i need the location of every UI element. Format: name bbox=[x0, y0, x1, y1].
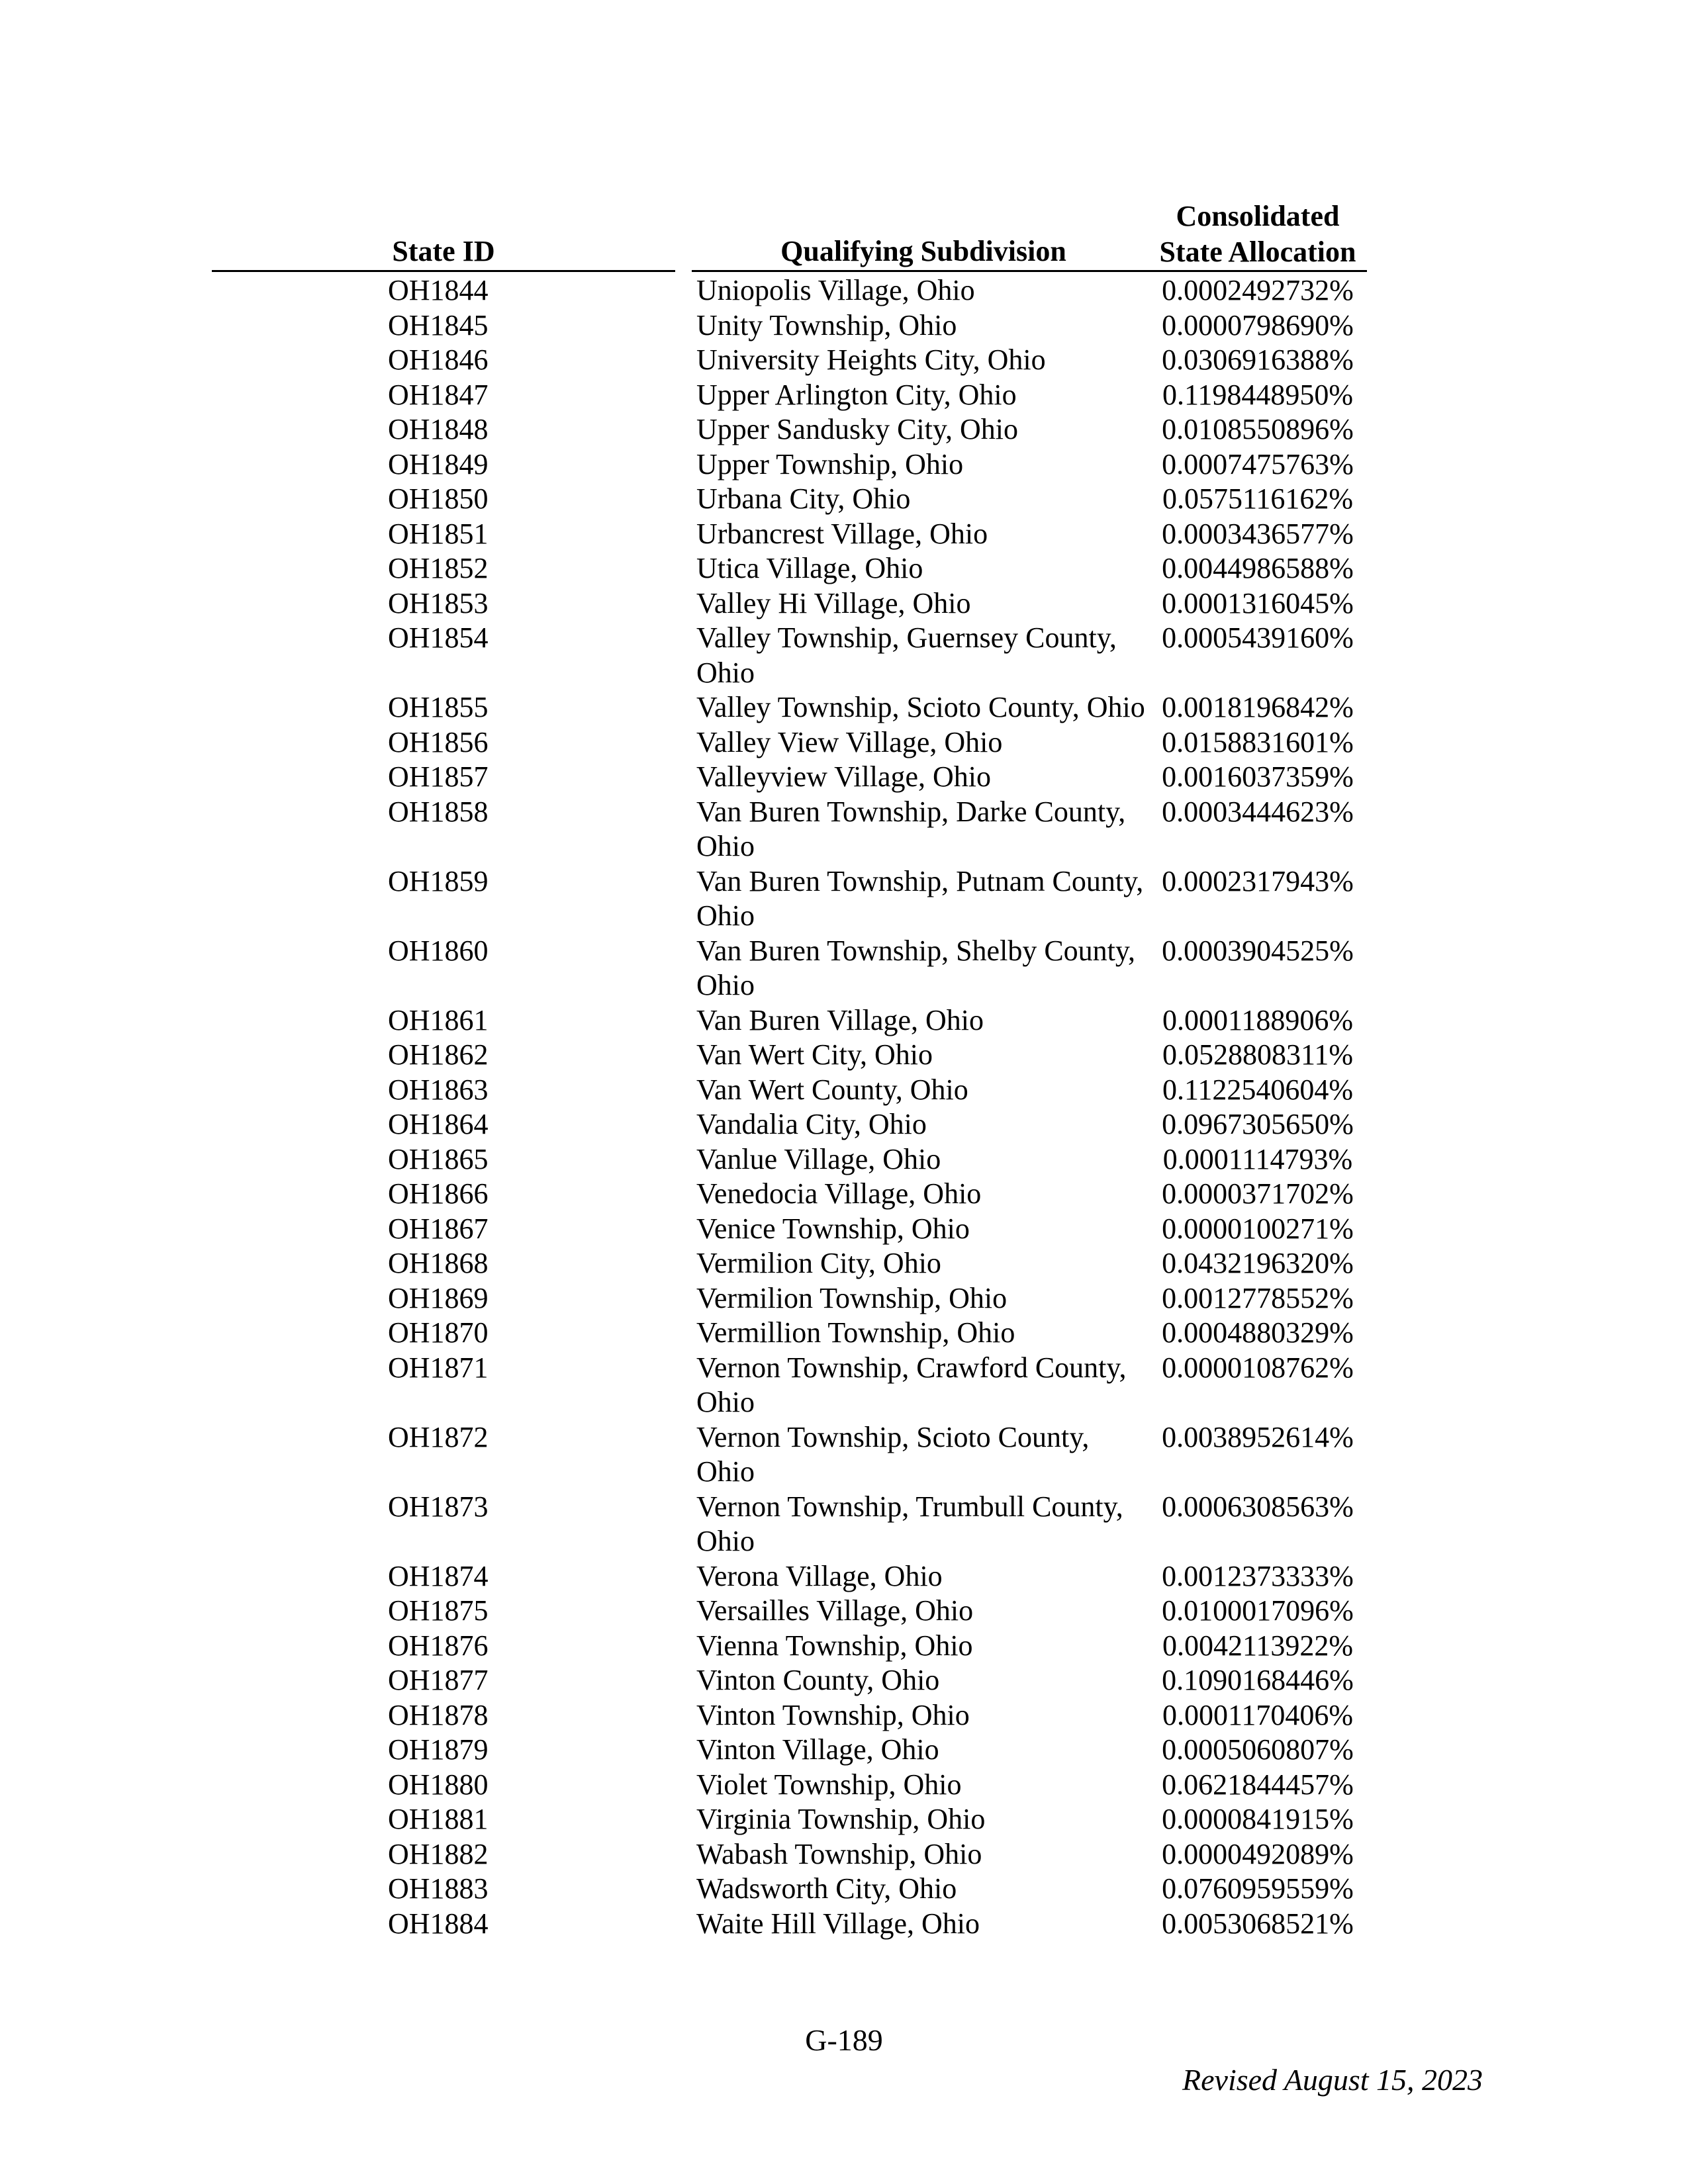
state-id-cell: OH1878 bbox=[388, 1698, 489, 1731]
subdivision-cell: Urbana City, Ohio bbox=[696, 482, 911, 515]
state-id-cell: OH1858 bbox=[388, 795, 489, 828]
table-row bbox=[0, 447, 1688, 482]
state-id-cell: OH1851 bbox=[388, 517, 489, 550]
subdivision-cell: Violet Township, Ohio bbox=[696, 1768, 962, 1801]
allocation-cell: 0.0000100271% bbox=[1162, 1212, 1354, 1245]
allocation-cell: 0.0003904525% bbox=[1162, 934, 1354, 967]
subdivision-cell: Van Wert City, Ohio bbox=[696, 1038, 933, 1071]
allocation-cell: 0.0002317943% bbox=[1162, 864, 1354, 897]
allocation-cell: 0.0001316045% bbox=[1162, 586, 1354, 619]
table-row bbox=[0, 1003, 1688, 1038]
state-id-cell: OH1875 bbox=[388, 1594, 489, 1627]
subdivision-cell: Waite Hill Village, Ohio bbox=[696, 1907, 980, 1940]
subdivision-cell: Venedocia Village, Ohio bbox=[696, 1177, 982, 1210]
table-row bbox=[0, 412, 1688, 447]
subdivision-cell: Vernon Township, Scioto County, Ohio bbox=[696, 1420, 1090, 1488]
subdivision-cell: Virginia Township, Ohio bbox=[696, 1803, 986, 1835]
state-id-cell: OH1868 bbox=[388, 1247, 489, 1279]
header-qualifying-subdivision: Qualifying Subdivision bbox=[780, 235, 1066, 267]
state-id-cell: OH1845 bbox=[388, 308, 489, 341]
subdivision-cell: University Heights City, Ohio bbox=[696, 343, 1046, 376]
allocation-cell: 0.0967305650% bbox=[1162, 1108, 1354, 1140]
subdivision-cell: Valley Hi Village, Ohio bbox=[696, 586, 971, 619]
allocation-cell: 0.0003444623% bbox=[1162, 795, 1354, 828]
table-row bbox=[0, 690, 1688, 725]
subdivision-cell: Upper Sandusky City, Ohio bbox=[696, 413, 1019, 445]
state-id-cell: OH1872 bbox=[388, 1420, 489, 1453]
subdivision-cell: Vermilion Township, Ohio bbox=[696, 1281, 1008, 1314]
subdivision-cell: Van Buren Township, Putnam County, Ohio bbox=[696, 864, 1144, 932]
state-id-cell: OH1880 bbox=[388, 1768, 489, 1801]
allocation-cell: 0.0575116162% bbox=[1162, 482, 1354, 515]
subdivision-cell: Upper Township, Ohio bbox=[696, 447, 964, 480]
table-row bbox=[0, 1142, 1688, 1177]
allocation-cell: 0.0005439160% bbox=[1162, 621, 1354, 654]
table-row bbox=[0, 1073, 1688, 1108]
allocation-cell: 0.0038952614% bbox=[1162, 1420, 1354, 1453]
subdivision-cell: Upper Arlington City, Ohio bbox=[696, 378, 1017, 411]
allocation-cell: 0.0016037359% bbox=[1162, 760, 1354, 793]
state-id-cell: OH1864 bbox=[388, 1108, 489, 1140]
state-id-cell: OH1881 bbox=[388, 1803, 489, 1835]
state-id-cell: OH1849 bbox=[388, 447, 489, 480]
table-row bbox=[0, 864, 1688, 934]
table-row bbox=[0, 1490, 1688, 1559]
table-row bbox=[0, 1281, 1688, 1316]
allocation-cell: 0.0004880329% bbox=[1162, 1316, 1354, 1349]
table-row bbox=[0, 795, 1688, 864]
state-id-cell: OH1869 bbox=[388, 1281, 489, 1314]
allocation-cell: 0.0000841915% bbox=[1162, 1803, 1354, 1835]
header-rule-subdivision bbox=[692, 270, 1155, 272]
header-rule-allocation bbox=[1149, 270, 1367, 272]
table-row bbox=[0, 1837, 1688, 1872]
allocation-cell: 0.0000798690% bbox=[1162, 308, 1354, 341]
state-id-cell: OH1855 bbox=[388, 691, 489, 723]
subdivision-cell: Vernon Township, Trumbull County, Ohio bbox=[696, 1490, 1123, 1557]
state-id-cell: OH1862 bbox=[388, 1038, 489, 1071]
allocation-cell: 0.0000371702% bbox=[1162, 1177, 1354, 1210]
subdivision-cell: Verona Village, Ohio bbox=[696, 1559, 943, 1592]
state-id-cell: OH1874 bbox=[388, 1559, 489, 1592]
allocation-cell: 0.0007475763% bbox=[1162, 447, 1354, 480]
allocation-cell: 0.0000108762% bbox=[1162, 1351, 1354, 1384]
header-allocation-line1: Consolidated bbox=[1176, 200, 1340, 232]
state-id-cell: OH1857 bbox=[388, 760, 489, 793]
state-id-cell: OH1848 bbox=[388, 413, 489, 445]
header-state-id: State ID bbox=[392, 235, 495, 267]
state-id-cell: OH1853 bbox=[388, 586, 489, 619]
state-id-cell: OH1844 bbox=[388, 274, 489, 306]
table-row bbox=[0, 1316, 1688, 1351]
allocation-cell: 0.0001188906% bbox=[1162, 1003, 1354, 1036]
subdivision-cell: Vinton County, Ohio bbox=[696, 1664, 940, 1696]
table-row bbox=[0, 621, 1688, 690]
subdivision-cell: Unity Township, Ohio bbox=[696, 308, 957, 341]
allocation-cell: 0.0002492732% bbox=[1162, 274, 1354, 306]
allocation-cell: 0.1198448950% bbox=[1162, 378, 1354, 411]
state-id-cell: OH1850 bbox=[388, 482, 489, 515]
state-id-cell: OH1867 bbox=[388, 1212, 489, 1245]
subdivision-cell: Venice Township, Ohio bbox=[696, 1212, 970, 1245]
table-row bbox=[0, 1768, 1688, 1803]
table-row bbox=[0, 482, 1688, 517]
allocation-cell: 0.0621844457% bbox=[1162, 1768, 1354, 1801]
allocation-cell: 0.0001114793% bbox=[1162, 1142, 1353, 1175]
subdivision-cell: Vermillion Township, Ohio bbox=[696, 1316, 1015, 1349]
allocation-table-body bbox=[0, 273, 1688, 1941]
table-row bbox=[0, 1698, 1688, 1733]
subdivision-cell: Vinton Village, Ohio bbox=[696, 1733, 939, 1766]
table-row bbox=[0, 1663, 1688, 1698]
table-row bbox=[0, 934, 1688, 1003]
table-row bbox=[0, 586, 1688, 621]
table-row bbox=[0, 1907, 1688, 1942]
table-row bbox=[0, 1038, 1688, 1073]
state-id-cell: OH1873 bbox=[388, 1490, 489, 1523]
table-row bbox=[0, 1629, 1688, 1664]
state-id-cell: OH1876 bbox=[388, 1629, 489, 1662]
table-row bbox=[0, 551, 1688, 586]
state-id-cell: OH1866 bbox=[388, 1177, 489, 1210]
page-number: G-189 bbox=[805, 2023, 883, 2057]
state-id-cell: OH1859 bbox=[388, 864, 489, 897]
allocation-cell: 0.0012778552% bbox=[1162, 1281, 1354, 1314]
state-id-cell: OH1852 bbox=[388, 552, 489, 584]
subdivision-cell: Valley View Village, Ohio bbox=[696, 725, 1003, 758]
subdivision-cell: Van Buren Township, Shelby County, Ohio bbox=[696, 934, 1136, 1001]
allocation-cell: 0.0018196842% bbox=[1162, 691, 1354, 723]
subdivision-cell: Vienna Township, Ohio bbox=[696, 1629, 973, 1662]
table-row bbox=[0, 760, 1688, 795]
allocation-cell: 0.0005060807% bbox=[1162, 1733, 1354, 1766]
table-row bbox=[0, 1559, 1688, 1594]
table-row bbox=[0, 1733, 1688, 1768]
subdivision-cell: Vandalia City, Ohio bbox=[696, 1108, 927, 1140]
subdivision-cell: Valley Township, Scioto County, Ohio bbox=[696, 691, 1145, 723]
table-row bbox=[0, 725, 1688, 760]
allocation-cell: 0.1122540604% bbox=[1162, 1073, 1354, 1106]
header-rule-state-id bbox=[212, 270, 675, 272]
allocation-cell: 0.0000492089% bbox=[1162, 1837, 1354, 1870]
table-row bbox=[0, 1212, 1688, 1247]
state-id-cell: OH1861 bbox=[388, 1003, 489, 1036]
subdivision-cell: Van Wert County, Ohio bbox=[696, 1073, 968, 1106]
subdivision-cell: Wabash Township, Ohio bbox=[696, 1837, 982, 1870]
allocation-cell: 0.0100017096% bbox=[1162, 1594, 1354, 1627]
subdivision-cell: Utica Village, Ohio bbox=[696, 552, 923, 584]
allocation-cell: 0.0053068521% bbox=[1162, 1907, 1354, 1940]
state-id-cell: OH1882 bbox=[388, 1837, 489, 1870]
subdivision-cell: Valleyview Village, Ohio bbox=[696, 760, 992, 793]
allocation-cell: 0.0001170406% bbox=[1162, 1698, 1354, 1731]
table-row bbox=[0, 273, 1688, 308]
table-row bbox=[0, 1246, 1688, 1281]
table-row bbox=[0, 517, 1688, 552]
state-id-cell: OH1879 bbox=[388, 1733, 489, 1766]
state-id-cell: OH1870 bbox=[388, 1316, 489, 1349]
allocation-cell: 0.0042113922% bbox=[1162, 1629, 1354, 1662]
subdivision-cell: Versailles Village, Ohio bbox=[696, 1594, 974, 1627]
subdivision-cell: Vernon Township, Crawford County, Ohio bbox=[696, 1351, 1127, 1418]
state-id-cell: OH1877 bbox=[388, 1664, 489, 1696]
subdivision-cell: Valley Township, Guernsey County, Ohio bbox=[696, 621, 1117, 689]
table-row bbox=[0, 308, 1688, 343]
allocation-cell: 0.1090168446% bbox=[1162, 1664, 1354, 1696]
allocation-cell: 0.0158831601% bbox=[1162, 725, 1354, 758]
revision-date: Revised August 15, 2023 bbox=[1182, 2063, 1483, 2097]
table-row bbox=[0, 1107, 1688, 1142]
state-id-cell: OH1884 bbox=[388, 1907, 489, 1940]
subdivision-cell: Vanlue Village, Ohio bbox=[696, 1142, 941, 1175]
table-row bbox=[0, 343, 1688, 378]
state-id-cell: OH1856 bbox=[388, 725, 489, 758]
state-id-cell: OH1871 bbox=[388, 1351, 489, 1384]
allocation-cell: 0.0306916388% bbox=[1162, 343, 1354, 376]
allocation-cell: 0.0528808311% bbox=[1162, 1038, 1354, 1071]
header-consolidated-state-allocation bbox=[1149, 199, 1367, 270]
subdivision-cell: Vinton Township, Ohio bbox=[696, 1698, 970, 1731]
state-id-cell: OH1865 bbox=[388, 1142, 489, 1175]
header-allocation-line2: State Allocation bbox=[1159, 236, 1356, 268]
table-row bbox=[0, 1177, 1688, 1212]
table-row bbox=[0, 1420, 1688, 1490]
table-row bbox=[0, 1802, 1688, 1837]
state-id-cell: OH1847 bbox=[388, 378, 489, 411]
subdivision-cell: Wadsworth City, Ohio bbox=[696, 1872, 957, 1905]
subdivision-cell: Van Buren Township, Darke County, Ohio bbox=[696, 795, 1126, 862]
allocation-cell: 0.0108550896% bbox=[1162, 413, 1354, 445]
state-id-cell: OH1883 bbox=[388, 1872, 489, 1905]
allocation-cell: 0.0760959559% bbox=[1162, 1872, 1354, 1905]
subdivision-cell: Vermilion City, Ohio bbox=[696, 1247, 941, 1279]
state-id-cell: OH1863 bbox=[388, 1073, 489, 1106]
allocation-cell: 0.0044986588% bbox=[1162, 552, 1354, 584]
state-id-cell: OH1846 bbox=[388, 343, 489, 376]
allocation-cell: 0.0006308563% bbox=[1162, 1490, 1354, 1523]
table-row bbox=[0, 1872, 1688, 1907]
allocation-cell: 0.0432196320% bbox=[1162, 1247, 1354, 1279]
allocation-cell: 0.0012373333% bbox=[1162, 1559, 1354, 1592]
table-row bbox=[0, 1594, 1688, 1629]
state-id-cell: OH1860 bbox=[388, 934, 489, 967]
subdivision-cell: Urbancrest Village, Ohio bbox=[696, 517, 988, 550]
allocation-cell: 0.0003436577% bbox=[1162, 517, 1354, 550]
table-row bbox=[0, 378, 1688, 413]
table-row bbox=[0, 1351, 1688, 1420]
state-id-cell: OH1854 bbox=[388, 621, 489, 654]
subdivision-cell: Uniopolis Village, Ohio bbox=[696, 274, 975, 306]
subdivision-cell: Van Buren Village, Ohio bbox=[696, 1003, 984, 1036]
